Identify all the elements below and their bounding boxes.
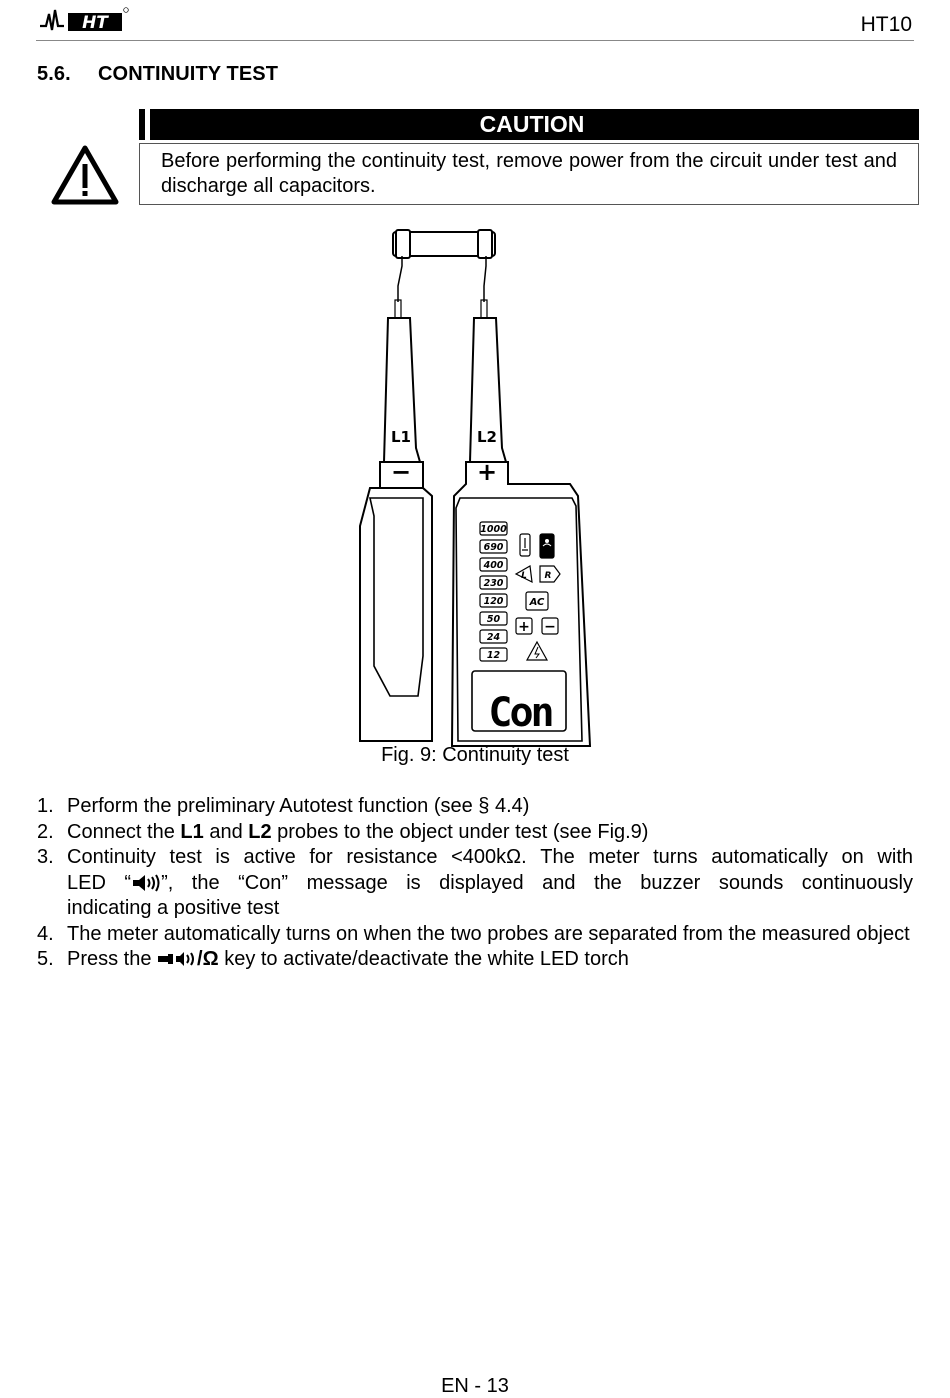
page-number: EN - 13 bbox=[441, 1375, 509, 1397]
buzzer-led-icon bbox=[131, 874, 161, 892]
led-prefix: LED “ bbox=[67, 871, 132, 894]
scale-230: 230 bbox=[483, 578, 504, 589]
section-title: CONTINUITY TEST bbox=[98, 63, 279, 85]
lcd-text: Con bbox=[488, 690, 552, 736]
torch-buzzer-icon bbox=[157, 950, 197, 968]
continuity-test-illustration bbox=[350, 226, 610, 748]
step-text-line1: Continuity test is active for resistance <400kΩ. The meter turns automatically on with bbox=[67, 846, 913, 868]
brand-text: HT bbox=[82, 13, 108, 33]
step-text-post: key to activate/deactivate the white LED torch bbox=[218, 948, 629, 970]
step-number: 2. bbox=[37, 820, 54, 843]
step-number: 5. bbox=[37, 948, 54, 970]
step-text-line3: indicating a positive test bbox=[67, 897, 280, 919]
step-number: 3. bbox=[37, 846, 54, 868]
probe-l2-ref: L2 bbox=[248, 820, 272, 843]
ht-logo bbox=[38, 4, 130, 34]
caution-header bbox=[139, 109, 919, 140]
led-suffix: ”, the “Con” message is displayed and the buzzer sounds continuously bbox=[161, 871, 913, 894]
continuity-led bbox=[540, 534, 554, 558]
list-item bbox=[37, 845, 913, 922]
button-minus: − bbox=[544, 619, 556, 635]
section-number: 5.6. bbox=[37, 63, 71, 85]
step-text: Perform the preliminary Autotest function (see § 4.4) bbox=[67, 795, 530, 817]
probe-label-l2: L2 bbox=[477, 428, 497, 446]
button-plus: + bbox=[518, 619, 530, 635]
key-symbol: /Ω bbox=[197, 948, 219, 970]
scale-120: 120 bbox=[483, 596, 504, 607]
step-text-pre: Connect the bbox=[67, 820, 181, 843]
probe-sign-minus: − bbox=[390, 458, 412, 486]
step-text-mid: and bbox=[203, 820, 249, 843]
model-name: HT10 bbox=[860, 13, 912, 36]
scale-1000: 1000 bbox=[480, 524, 507, 535]
probe-label-l1: L1 bbox=[391, 428, 411, 446]
list-item bbox=[37, 820, 913, 846]
step-text-post: probes to the object under test (see Fig.9) bbox=[271, 820, 649, 843]
step-number: 4. bbox=[37, 922, 54, 945]
step-text-pre: Press the bbox=[67, 948, 158, 970]
button-l: L bbox=[521, 571, 527, 581]
figure-caption: Fig. 9: Continuity test bbox=[381, 744, 569, 766]
list-item bbox=[37, 947, 913, 973]
scale-24: 24 bbox=[486, 632, 501, 643]
list-item bbox=[37, 794, 913, 820]
step-number: 1. bbox=[37, 795, 54, 817]
scale-12: 12 bbox=[486, 650, 501, 661]
scale-690: 690 bbox=[483, 542, 504, 553]
warning-triangle-icon bbox=[50, 144, 120, 206]
scale-400: 400 bbox=[483, 560, 504, 571]
section-heading bbox=[37, 63, 278, 86]
button-ac: AC bbox=[529, 597, 545, 608]
step-text-line2 bbox=[67, 871, 913, 897]
header-divider bbox=[36, 40, 914, 41]
procedure-list bbox=[37, 794, 913, 973]
step-text: The meter automatically turns on when the two probes are separated from the measured object bbox=[67, 922, 910, 945]
button-r: R bbox=[544, 571, 552, 581]
list-item bbox=[37, 922, 913, 948]
scale-50: 50 bbox=[486, 614, 501, 625]
probe-l1 bbox=[360, 318, 432, 741]
probe-l1-ref: L1 bbox=[180, 820, 204, 843]
probe-sign-plus: + bbox=[476, 458, 498, 486]
caution-text: Before performing the continuity test, remove power from the circuit under test and discharge all capacitors. bbox=[161, 150, 897, 197]
caution-heading: CAUTION bbox=[479, 111, 585, 137]
